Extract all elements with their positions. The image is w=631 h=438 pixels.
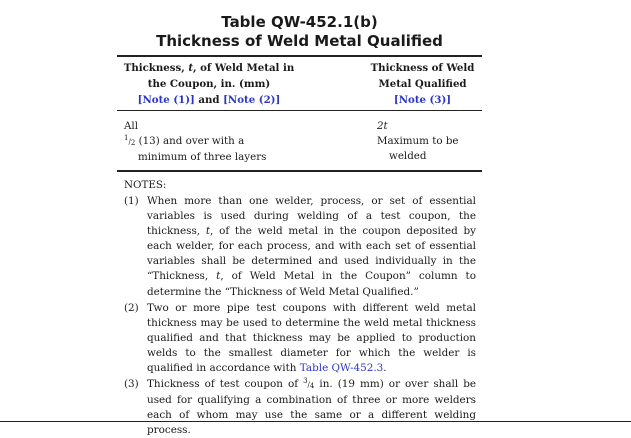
note-1 [124,194,476,300]
note-2 [124,301,476,376]
table-title: Table QW-452.1(b) [221,13,378,31]
note-1-t2: t [216,270,221,283]
note-3 [124,377,476,438]
header-left-line2: the Coupon, in. (mm) [147,78,271,90]
header-left-t: t [188,62,194,74]
table-qw-452-3-link[interactable]: Table QW-452.3 [299,362,384,375]
notes-heading: NOTES: [124,179,167,191]
page-bottom-rule [0,421,631,422]
note-2-text [147,301,476,376]
note-1-t1: t [205,225,211,238]
header-right-line1: Thickness of Weld [370,62,475,74]
note-3-frac-num: 3 [303,377,308,385]
row-2-right-line1: Maximum to be [377,135,459,147]
note-1-text-c: , of Weld Metal in the Coupon” column to determine the “Thickness of Weld Metal Qualified.” [147,270,476,298]
fraction-three-quarters: 3/4 [303,377,315,390]
note-2-text-body: Two or more pipe test coupons with different weld metal thickness may be used to determine the weld metal thickness qualified and that thickness may be applied to production welds to the smallest diameter for which the welder is qualified in accordance with [147,302,476,375]
table-subtitle: Thickness of Weld Metal Qualified [156,32,443,50]
note-1-text-b: , of the weld metal in the coupon deposited by each welder, for each process, and with each set of essential variables shall be determined and used individually in the “Thickness, [147,225,477,283]
table-bottom-rule [117,170,482,172]
row-2-left-line2: minimum of three layers [138,151,267,163]
fraction-numerator: 1 [124,134,129,142]
header-thickness-qualified [360,60,485,108]
note-2-number: (2) [124,302,139,314]
row-2-right-line2: welded [389,150,427,162]
header-weld-metal-thickness [119,60,299,108]
note-3-link[interactable]: [Note (3)] [393,94,452,106]
note-1-number: (1) [124,195,139,207]
row-2-left-cell [124,134,284,165]
note-2-text-end: . [383,362,387,375]
fraction-one-half: 1/2 [124,134,136,147]
header-left-line1-rest: , of Weld Metal in [193,62,295,74]
note-3-text [147,377,476,438]
header-left-and: and [194,94,224,106]
header-left-line1: Thickness, [123,62,189,74]
table-header-rule [117,110,482,111]
note-3-text-b: in. (19 mm) or over shall be used for qualifying a combination of three or more welders each of whom may use the same or a different welding process. [147,378,477,437]
note-1-text [147,194,476,300]
row-1-left-cell: All [124,120,139,132]
row-1-right-cell: 2t [377,120,388,132]
note-1-text-a: When more than one welder, process, or set of essential variables is used during welding of a test coupon, the thickness, [147,195,476,238]
row-2-left-line1: (13) and over with a [135,135,245,147]
table-top-rule [117,55,482,57]
note-3-frac-den: 4 [309,382,315,390]
fraction-denominator: 2 [130,139,136,147]
row-2-right-cell [377,134,459,164]
note-3-text-a: Thickness of test coupon of [147,378,304,390]
note-3-number: (3) [124,378,139,390]
note-2-link[interactable]: [Note (2)] [223,94,281,106]
header-right-line2: Metal Qualified [378,78,467,90]
note-1-link[interactable]: [Note (1)] [137,94,195,106]
